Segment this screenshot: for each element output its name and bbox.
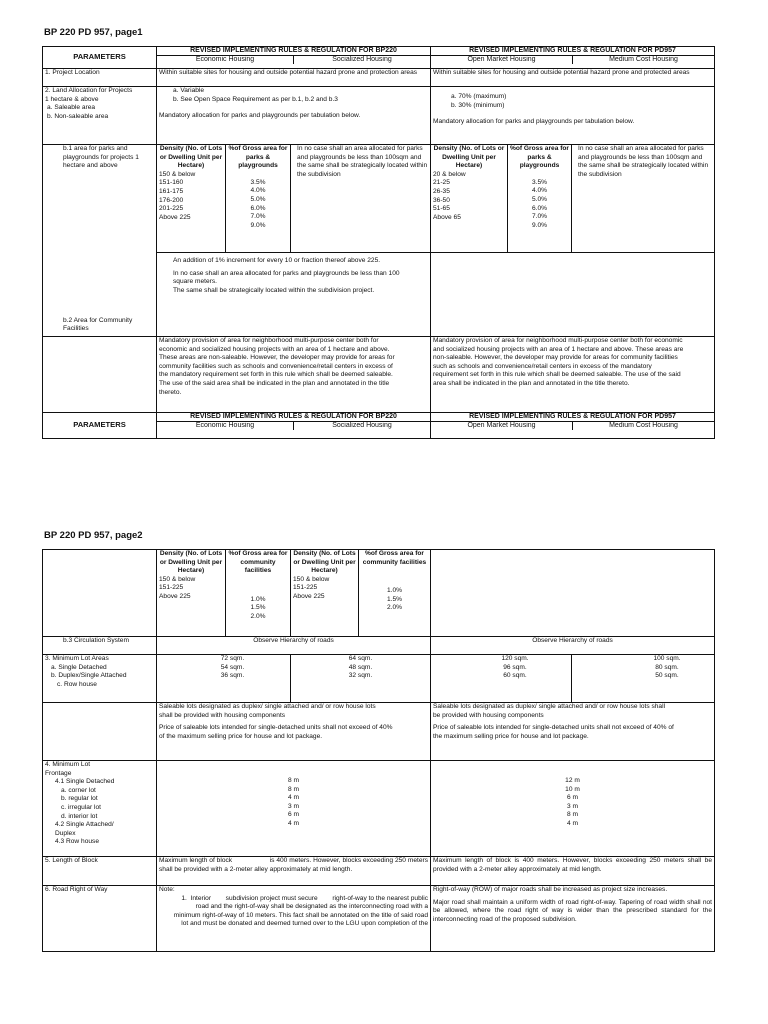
pd-non-saleable: b. 30% (minimum) — [451, 101, 505, 109]
param-line: c. Row house — [57, 680, 97, 688]
bp-location-text: The same shall be strategically located within the subdivision project. — [173, 286, 375, 294]
pd957-title: REVISED IMPLEMENTING RULES & REGULATION FOR PD957 — [469, 47, 676, 54]
frontage-value: 8 m — [567, 811, 578, 819]
bp-circulation: Observe Hierarchy of roads — [157, 637, 431, 655]
percent-value: 2.0% — [386, 604, 403, 612]
density-value: Above 225 — [293, 592, 325, 600]
percent-value: 3.5% — [531, 178, 548, 186]
bp-lot-frontage — [157, 761, 431, 857]
frontage-value: 3 m — [567, 802, 578, 810]
percent-value: 7.0% — [531, 213, 548, 221]
bp-percent-cell — [226, 145, 291, 253]
param-line: d. interior lot — [61, 812, 98, 820]
pd-circulation: Observe Hierarchy of roads — [431, 637, 715, 655]
percent-value: 4.0% — [531, 187, 548, 195]
bp-neighborhood-center — [157, 337, 431, 413]
param-line: b. Non-saleable area — [47, 112, 109, 120]
bp-density-cell — [157, 145, 226, 253]
bp-road-right-of-way — [157, 886, 431, 952]
density-value: Above 225 — [159, 592, 191, 600]
bp-non-saleable: b. See Open Space Requirement as per b.1, b.2 and b.3 — [173, 95, 338, 103]
pd957-footer — [431, 413, 715, 439]
percent-value: 9.0% — [250, 221, 266, 229]
pd-housing-text: Saleable lots designated as duplex/ single attached and/ or row house lots shall be provided with housing components — [433, 703, 666, 719]
param-line: b. regular lot — [61, 795, 98, 803]
percent-value: 3.5% — [250, 178, 266, 186]
density-value: 150 & below — [293, 575, 330, 583]
frontage-value: 8 m — [288, 785, 299, 793]
param-empty — [43, 337, 157, 413]
density-value: 51-65 — [433, 205, 450, 213]
economic-housing-footer: Economic Housing — [157, 422, 294, 430]
percent-header: %of Gross area for parks & playgrounds — [228, 145, 288, 170]
bp-note-label: Note: — [159, 886, 175, 893]
bp-block-length: Maximum length of block is 400 meters. However, blocks exceeding 250 meters shall be provided with a 2-meter alley approximately at mid length. — [157, 857, 431, 886]
lot-area-value: 120 sqm. — [501, 655, 529, 662]
param-line: c. irregular lot — [61, 803, 101, 811]
bp220-footer — [157, 413, 431, 439]
lot-area-value: 32 sqm. — [348, 672, 373, 680]
page1-table — [42, 46, 715, 439]
frontage-value: 8 m — [288, 777, 299, 784]
pd957-footer-title: REVISED IMPLEMENTING RULES & REGULATION FOR PD957 — [469, 413, 676, 420]
lot-area-value: 64 sqm. — [348, 655, 373, 662]
param-line: 4.3 Row house — [55, 838, 99, 846]
param-community-facilities — [43, 253, 157, 337]
bp-project-location: Within suitable sites for housing and outside potential hazard prone and protection areas — [157, 69, 431, 87]
pd-road-right-of-way — [431, 886, 715, 952]
bp220-footer-title: REVISED IMPLEMENTING RULES & REGULATION FOR BP220 — [190, 413, 397, 420]
parameters-footer: PARAMETERS — [43, 413, 157, 439]
density-value: 150 & below — [159, 575, 196, 583]
soc-lot-areas — [291, 655, 431, 703]
econ-density-cell — [157, 550, 226, 637]
density-value: 150 & below — [159, 170, 196, 178]
pd-neighborhood-center — [431, 337, 715, 413]
lot-area-value: 72 sqm. — [220, 655, 245, 662]
param-line: 2. Land Allocation for Projects 1 hectare & above — [45, 87, 133, 103]
parameters-header: PARAMETERS — [43, 47, 157, 69]
frontage-value: 6 m — [567, 794, 578, 802]
param-land-allocation — [43, 87, 157, 145]
lot-area-value: 48 sqm. — [348, 663, 373, 671]
pd-saleable: a. 70% (maximum) — [451, 93, 507, 100]
pd-percent-cell — [508, 145, 572, 253]
density-value: 151-225 — [293, 584, 318, 592]
bp-price-text: Price of saleable lots intended for single-detached units shall not exceed of 40% of the maximum selling price for house and lot package. — [159, 724, 393, 740]
page2-table — [42, 549, 715, 952]
percent-header: %of Gross area for community facilities — [362, 550, 427, 566]
percent-value: 5.0% — [531, 195, 548, 203]
frontage-value: 4 m — [288, 794, 299, 802]
bp220-header — [157, 47, 431, 69]
density-header: Density (No. of Lots or Dwelling Unit per Hectare) — [433, 145, 505, 170]
param-empty — [43, 703, 157, 761]
pd957-header — [431, 47, 715, 69]
lot-area-value: 96 sqm. — [503, 663, 527, 671]
param-road-right-of-way: 6. Road Right of Way — [43, 886, 157, 952]
density-value: 26-35 — [433, 187, 450, 195]
lot-area-value: 36 sqm. — [220, 672, 245, 680]
density-value: 151-225 — [159, 584, 184, 592]
bp-minimum-text: In no case shall an area allocated for parks and playgrounds be less than 100 square meters. — [173, 269, 400, 286]
percent-value: 1.0% — [386, 587, 403, 595]
density-value: 36-50 — [433, 196, 450, 204]
density-header: Density (No. of Lots or Dwelling Unit per Hectare) — [159, 145, 223, 170]
bp-housing-text: Saleable lots designated as duplex/ single attached and/ or row house lots shall be provided with housing components — [159, 703, 376, 719]
percent-value: 7.0% — [250, 213, 266, 221]
percent-value: 9.0% — [531, 221, 548, 229]
lot-area-value: 60 sqm. — [503, 672, 527, 680]
economic-housing-header: Economic Housing — [157, 56, 294, 64]
param-line: a. corner lot — [61, 786, 96, 794]
open-lot-areas — [431, 655, 572, 703]
pd-mandatory-allocation: Mandatory allocation for parks and playgrounds per tabulation below. — [433, 118, 635, 126]
medium-cost-housing-header: Medium Cost Housing — [609, 56, 678, 63]
bp-increment-text: An addition of 1% increment for every 10 or fraction thereof above 225. — [173, 257, 381, 264]
pd-block-length: Maximum length of block is 400 meters. However, blocks exceeding 250 meters shall be provided with a 2-meter alley approximately at mid length. — [431, 857, 715, 886]
param-empty — [43, 550, 157, 637]
percent-value: 4.0% — [250, 187, 266, 195]
frontage-value: 12 m — [565, 777, 580, 784]
percent-value: 5.0% — [250, 195, 266, 203]
bp-land-allocation — [157, 87, 431, 145]
bp-housing-components — [157, 703, 431, 761]
open-market-housing-header: Open Market Housing — [431, 56, 573, 64]
pd-road-text-2: Major road shall maintain a uniform width of road right-of-way. Tapering of road width shall not be allowed, where the road right of way is wider than the prescribed standard for the interconnecting road of the proposed subdivision. — [433, 898, 712, 923]
pd-neighborhood-text: Mandatory provision of area for neighborhood multi-purpose center both for economic and socialized housing projects with an area of 1 hectare and above. These areas are non-saleable. However, the developer may provide for areas for community facilities such as schools and convenience/retail centers in excess of the mandatory requirement set forth in this rule which shall be deemed saleable. The use of the said area shall be indicated in the plan and annotated in the title thereto. — [433, 337, 684, 387]
soc-percent-cell — [359, 550, 431, 637]
percent-value: 6.0% — [531, 204, 548, 212]
percent-header: %of Gross area for parks & playgrounds — [510, 145, 569, 170]
param-line: 4. Minimum Lot Frontage — [45, 761, 91, 777]
param-lot-frontage — [43, 761, 157, 857]
density-header: Density (No. of Lots or Dwelling Unit per Hectare) — [293, 550, 356, 575]
bp-neighborhood-text: Mandatory provision of area for neighborhood multi-purpose center both for economic and socialized housing projects with an area of 1 hectare and above. These areas are non-saleable. However, the developer may provide for areas for community facilities such as schools and convenience/retail centers in excess of the mandatory requirement set forth in this rule which shall be deemed saleable. The use of the said area shall be indicated in the plan and annotated in the title thereto. — [159, 337, 395, 396]
percent-value: 1.5% — [386, 595, 403, 603]
bp-saleable: a. Variable — [173, 87, 205, 94]
pd-parks-note-text: In no case shall an area allocated for parks and playgrounds be less than 100sqm and the same shall be strategically located within the subdivision — [578, 145, 709, 178]
param-lot-areas — [43, 655, 157, 703]
lot-area-value: 50 sqm. — [655, 672, 679, 680]
bp-parks-note — [291, 145, 431, 253]
percent-value: 6.0% — [250, 204, 266, 212]
page2-title: BP 220 PD 957, page2 — [44, 530, 143, 541]
lot-area-value: 100 sqm. — [653, 655, 681, 662]
percent-header: %of Gross area for community facilities — [228, 550, 288, 575]
param-community-label: b.2 Area for Community Facilities — [63, 316, 133, 333]
pd-road-text-1: Right-of-way (ROW) of major roads shall be increased as project size increases. — [433, 886, 668, 893]
density-header: Density (No. of Lots or Dwelling Unit per Hectare) — [159, 550, 223, 575]
param-line: a. Single Detached — [51, 663, 107, 671]
pd-parks-note — [572, 145, 715, 253]
bp-parks-note-text: In no case shall an area allocated for parks and playgrounds be less than 100sqm and the same shall be strategically located within the subdivision — [297, 145, 428, 178]
param-project-location: 1. Project Location — [43, 69, 157, 87]
percent-value: 2.0% — [250, 612, 266, 620]
density-value: 161-175 — [159, 187, 184, 195]
percent-value: 1.0% — [250, 595, 266, 603]
socialized-housing-header: Socialized Housing — [332, 56, 392, 63]
frontage-value: 3 m — [288, 802, 299, 810]
socialized-housing-footer: Socialized Housing — [332, 422, 392, 429]
bp-mandatory-allocation: Mandatory allocation for parks and playgrounds per tabulation below. — [159, 112, 361, 120]
pd-community-facilities-empty — [431, 253, 715, 337]
pd-empty — [431, 550, 715, 637]
param-parks — [43, 145, 157, 253]
page1-title: BP 220 PD 957, page1 — [44, 27, 143, 38]
bp220-title: REVISED IMPLEMENTING RULES & REGULATION FOR BP220 — [190, 47, 397, 54]
param-line: a. Saleable area — [47, 104, 96, 112]
pd-density-cell — [431, 145, 508, 253]
econ-lot-areas — [157, 655, 291, 703]
param-line: 4.1 Single Detached — [55, 778, 115, 786]
density-value: 21-25 — [433, 179, 450, 187]
open-market-housing-footer: Open Market Housing — [431, 422, 573, 430]
frontage-value: 6 m — [288, 811, 299, 819]
frontage-value: 4 m — [567, 819, 578, 827]
medium-cost-housing-footer: Medium Cost Housing — [609, 422, 678, 429]
lot-area-value: 54 sqm. — [220, 663, 245, 671]
pd-land-allocation — [431, 87, 715, 145]
param-block-length: 5. Length of Block — [43, 857, 157, 886]
pd-lot-frontage — [431, 761, 715, 857]
pd-project-location: Within suitable sites for housing and outside potential hazard prone and protected areas — [431, 69, 715, 87]
param-line: b. Duplex/Single Attached — [51, 672, 127, 680]
bp-road-text: 1. Interior subdivision project must secure right-of-way to the nearest public road and the right-of-way shall be designated as the interconnecting road with a minimum right-of-way of 10 meters. This fact shall be annotated on the title of said road lot and must be donated and deemed turned over to the LGU upon completion of the — [173, 894, 430, 928]
param-line: 4.2 Single Attached/ Duplex — [55, 821, 114, 837]
density-value: 151-160 — [159, 179, 184, 187]
param-line: 3. Minimum Lot Areas — [45, 655, 109, 662]
frontage-value: 4 m — [288, 819, 299, 827]
frontage-value: 10 m — [565, 785, 580, 793]
density-value: 201-225 — [159, 205, 184, 213]
density-value: 20 & below — [433, 170, 466, 178]
econ-percent-cell — [226, 550, 291, 637]
soc-density-cell — [291, 550, 359, 637]
med-lot-areas — [572, 655, 715, 703]
pd-price-text: Price of saleable lots intended for single-detached units shall not exceed of 40% of the maximum selling price for house and lot package. — [433, 724, 674, 740]
percent-value: 1.5% — [250, 604, 266, 612]
param-circulation-label: b.3 Circulation System — [63, 637, 129, 644]
pd-housing-components — [431, 703, 715, 761]
param-circulation — [43, 637, 157, 655]
density-value: 176-200 — [159, 196, 184, 204]
density-value: Above 65 — [433, 213, 461, 221]
bp-community-facilities — [157, 253, 431, 337]
lot-area-value: 80 sqm. — [655, 663, 679, 671]
param-parks-label: b.1 area for parks and playgrounds for projects 1 hectare and above — [63, 145, 139, 170]
density-value: Above 225 — [159, 213, 191, 221]
